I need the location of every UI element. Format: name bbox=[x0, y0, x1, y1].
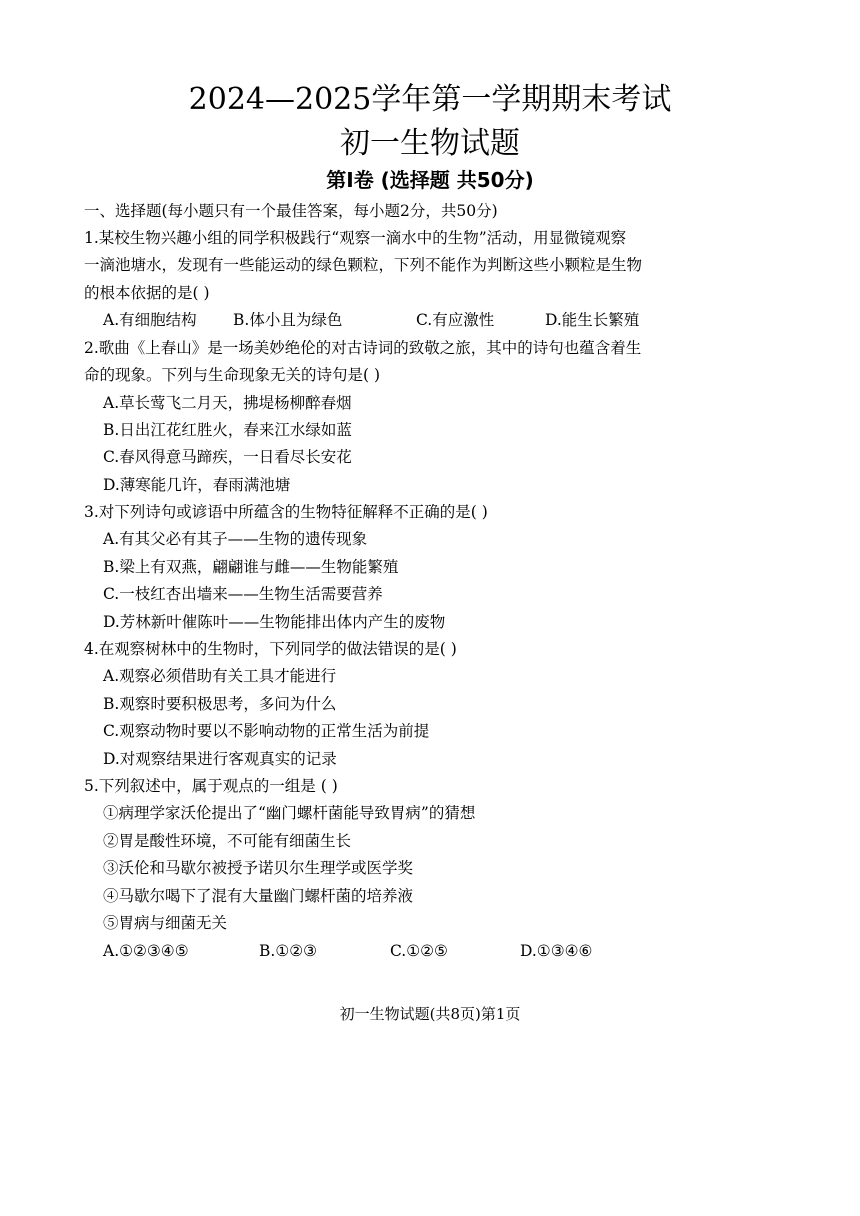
q1-option-b: B.体小且为绿色 bbox=[233, 311, 343, 329]
q3-option-a: A.有其父必有其子——生物的遗传现象 bbox=[103, 530, 368, 548]
q1-option-d: D.能生长繁殖 bbox=[545, 311, 640, 329]
q3-option-b: B.梁上有双燕，翩翩谁与雌——生物能繁殖 bbox=[103, 558, 399, 576]
q1-stem-line-2: 一滴池塘水，发现有一些能运动的绿色颗粒，下列不能作为判断这些小颗粒是生物 bbox=[84, 256, 643, 274]
q5-option-c: C.①②⑤ bbox=[390, 942, 448, 960]
volume-heading: 第Ⅰ卷 (选择题 共50分) bbox=[326, 168, 534, 192]
q2-option-d: D.薄寒能几许，春雨满池塘 bbox=[103, 476, 291, 494]
q4-option-b: B.观察时要积极思考，多问为什么 bbox=[103, 695, 337, 713]
q5-stem: 5.下列叙述中，属于观点的一组是 ( ) bbox=[84, 777, 338, 795]
q1-stem-line-3: 的根本依据的是( ) bbox=[84, 284, 210, 302]
page-footer: 初一生物试题(共8页)第1页 bbox=[339, 1005, 521, 1023]
q3-stem: 3.对下列诗句或谚语中所蕴含的生物特征解释不正确的是( ) bbox=[84, 503, 488, 521]
q4-option-d: D.对观察结果进行客观真实的记录 bbox=[103, 750, 337, 768]
q3-option-d: D.芳林新叶催陈叶——生物能排出体内产生的废物 bbox=[103, 613, 446, 631]
q5-option-d: D.①③④⑥ bbox=[520, 942, 593, 960]
q5-statement-3: ③沃伦和马歇尔被授予诺贝尔生理学或医学奖 bbox=[103, 859, 414, 877]
q3-option-c: C.一枝红杏出墙来——生物生活需要营养 bbox=[103, 585, 383, 603]
q4-option-a: A.观察必须借助有关工具才能进行 bbox=[103, 667, 337, 685]
q5-option-b: B.①②③ bbox=[259, 942, 318, 960]
q1-option-c: C.有应激性 bbox=[416, 311, 495, 329]
q2-option-a: A.草长莺飞二月天，拂堤杨柳醉春烟 bbox=[103, 394, 352, 412]
q5-option-a: A.①②③④⑤ bbox=[103, 942, 189, 960]
q5-statement-4: ④马歇尔喝下了混有大量幽门螺杆菌的培养液 bbox=[103, 887, 414, 905]
section-instructions: 一、选择题(每小题只有一个最佳答案，每小题2分，共50分) bbox=[84, 202, 498, 220]
q5-statement-1: ①病理学家沃伦提出了“幽门螺杆菌能导致胃病”的猜想 bbox=[103, 804, 476, 822]
q5-statement-2: ②胃是酸性环境，不可能有细菌生长 bbox=[103, 832, 352, 850]
exam-subject-title: 初一生物试题 bbox=[340, 126, 520, 161]
q2-stem-line-2: 命的现象。下列与生命现象无关的诗句是( ) bbox=[84, 366, 381, 384]
q2-option-c: C.春风得意马蹄疾，一日看尽长安花 bbox=[103, 448, 352, 466]
q2-option-b: B.日出江花红胜火，春来江水绿如蓝 bbox=[103, 421, 352, 439]
q1-stem-line-1: 1.某校生物兴趣小组的同学积极践行“观察一滴水中的生物”活动，用显微镜观察 bbox=[84, 229, 627, 247]
q5-statement-5: ⑤胃病与细菌无关 bbox=[103, 914, 228, 932]
q2-stem-line-1: 2.歌曲《上春山》是一场美妙绝伦的对古诗词的致敬之旅，其中的诗句也蕴含着生 bbox=[84, 339, 642, 357]
exam-title: 2024—2025学年第一学期期末考试 bbox=[188, 82, 672, 117]
q4-option-c: C.观察动物时要以不影响动物的正常生活为前提 bbox=[103, 722, 430, 740]
q4-stem: 4.在观察树林中的生物时，下列同学的做法错误的是( ) bbox=[84, 640, 457, 658]
q1-option-a: A.有细胞结构 bbox=[103, 311, 197, 329]
